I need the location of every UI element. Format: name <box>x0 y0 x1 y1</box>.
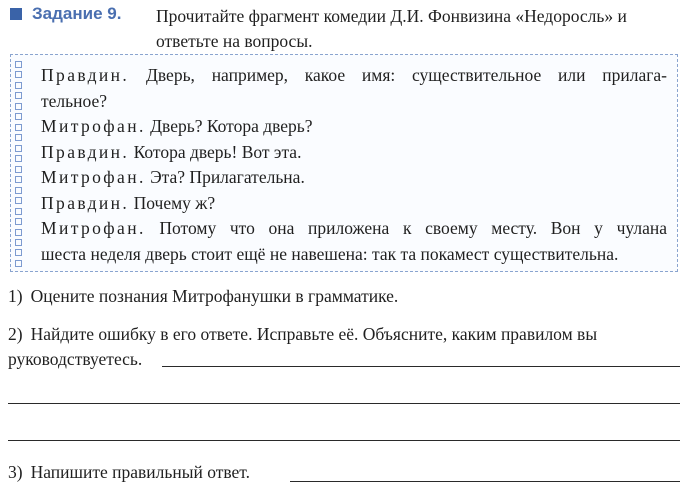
task-instructions <box>156 4 686 54</box>
dialogue-text: Дверь? Котора дверь? <box>145 116 313 136</box>
dialogue-line <box>41 89 667 115</box>
dialogue-line <box>41 216 667 242</box>
question-number: 3) <box>8 462 23 482</box>
speaker-name: Правдин. <box>41 65 130 85</box>
speaker-name: Митрофан. <box>41 218 146 238</box>
square-marker-icon <box>15 239 22 246</box>
square-marker-icon <box>15 260 22 267</box>
square-marker-icon <box>15 82 22 89</box>
speaker-name: Правдин. <box>41 141 130 162</box>
dialogue-text: Потому что она приложена к своему месту. Вон у чулана <box>145 218 667 238</box>
question-2 <box>8 322 682 372</box>
task-text-line1: Прочитайте фрагмент комедии Д.И. Фонвизина «Недоросль» и <box>156 6 627 26</box>
answer-line[interactable] <box>8 440 680 441</box>
dialogue-text: Дверь, например, какое имя: существительное или прилага- <box>129 65 667 85</box>
question-number: 2) <box>8 324 23 344</box>
question-number: 1) <box>8 286 23 306</box>
question-text: Оцените познания Митрофанушки в грамматике. <box>30 286 399 306</box>
square-marker-icon <box>15 229 22 236</box>
square-marker-icon <box>15 249 22 256</box>
square-marker-icon <box>15 197 22 204</box>
square-marker-icon <box>15 71 22 78</box>
square-marker-icon <box>15 61 22 68</box>
question-text-line2: руководствуетесь. <box>8 349 143 369</box>
answer-line[interactable] <box>8 403 680 404</box>
dialogue-text: Почему ж? <box>129 192 216 213</box>
dialogue-text: тельное? <box>41 90 107 111</box>
question-text: Найдите ошибку в его ответе. Исправьте её. Объясните, каким правилом вы <box>30 324 598 344</box>
dialogue-text: Котора дверь! Вот эта. <box>129 141 302 162</box>
box-marker-column <box>15 61 24 267</box>
dialogue-line <box>41 165 667 191</box>
question-2-line1 <box>8 322 682 347</box>
square-marker-icon <box>15 124 22 131</box>
square-marker-icon <box>15 92 22 99</box>
speaker-name: Митрофан. <box>41 116 146 136</box>
dialogue-line <box>41 242 667 268</box>
square-marker-icon <box>15 134 22 141</box>
square-marker-icon <box>15 113 22 120</box>
dialogue-line <box>41 114 667 140</box>
square-marker-icon <box>15 166 22 173</box>
dialogue-line <box>41 63 667 89</box>
square-marker-icon <box>15 187 22 194</box>
dialogue-text: шеста неделя дверь стоит ещё не навешена: так та покамест существительна. <box>41 243 619 264</box>
question-text: Напишите правильный ответ. <box>30 462 251 482</box>
text-fragment-box <box>10 54 678 272</box>
square-marker-icon <box>15 145 22 152</box>
square-marker-icon <box>15 208 22 215</box>
dialogue-line <box>41 191 667 217</box>
answer-line[interactable] <box>290 481 680 482</box>
task-label: Задание 9. <box>32 4 122 23</box>
square-marker-icon <box>15 218 22 225</box>
square-marker-icon <box>15 103 22 110</box>
answer-line[interactable] <box>162 366 680 367</box>
dialogue <box>41 63 667 267</box>
dialogue-line <box>41 140 667 166</box>
square-marker-icon <box>15 155 22 162</box>
speaker-name: Правдин. <box>41 192 130 213</box>
square-bullet-icon <box>10 8 22 20</box>
task-text-line2: ответьте на вопросы. <box>156 31 313 51</box>
speaker-name: Митрофан. <box>41 167 146 187</box>
square-marker-icon <box>15 176 22 183</box>
question-1 <box>8 284 682 309</box>
dialogue-text: Эта? Прилагательна. <box>145 167 305 187</box>
